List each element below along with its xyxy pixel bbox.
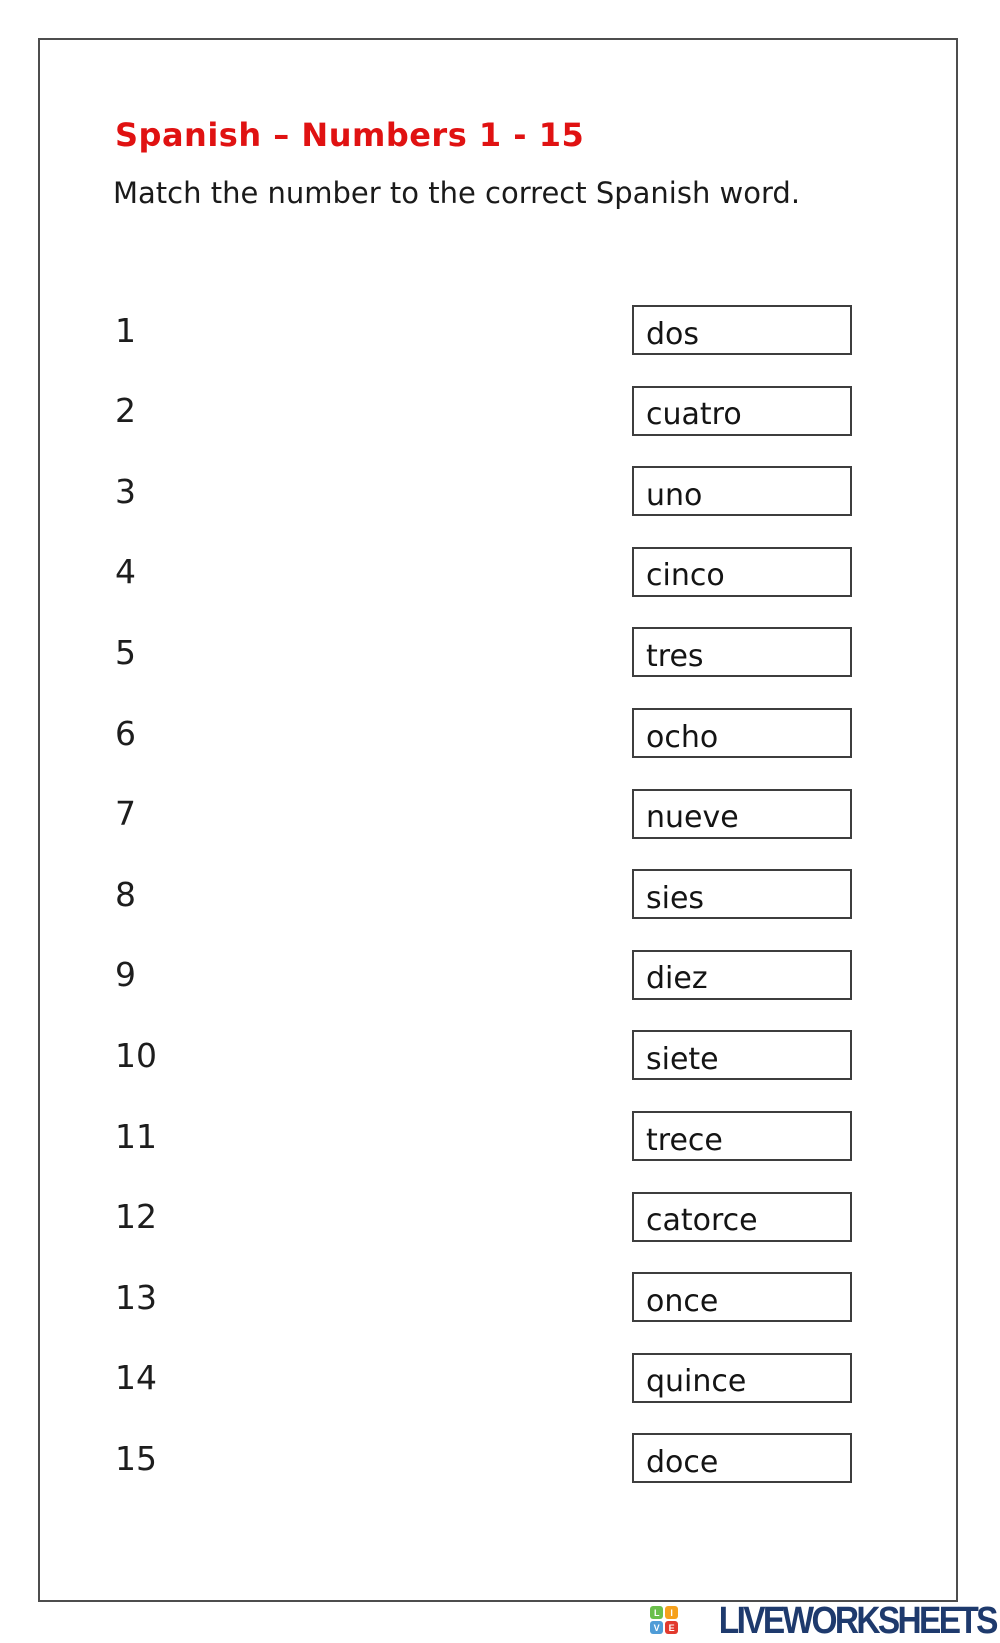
number-label: 13	[115, 1277, 157, 1317]
word-label: dos	[646, 316, 700, 352]
word-label: nueve	[646, 800, 739, 836]
word-box[interactable]	[632, 466, 852, 516]
logo-tile-e: E	[665, 1621, 678, 1634]
number-label: 11	[115, 1116, 157, 1156]
liveworksheets-tiles-icon	[650, 1606, 678, 1634]
word-label: doce	[646, 1444, 719, 1480]
word-label: quince	[646, 1364, 747, 1400]
number-label: 9	[115, 955, 136, 995]
match-row	[0, 1030, 1000, 1080]
logo-tile-l: L	[650, 1606, 663, 1619]
match-row	[0, 708, 1000, 758]
match-row	[0, 789, 1000, 839]
word-label: catorce	[646, 1203, 758, 1239]
worksheet-instructions: Match the number to the correct Spanish word.	[113, 176, 801, 210]
match-row	[0, 305, 1000, 355]
word-box[interactable]	[632, 547, 852, 597]
word-box[interactable]	[632, 789, 852, 839]
match-row	[0, 1111, 1000, 1161]
word-label: once	[646, 1283, 719, 1319]
match-row	[0, 1353, 1000, 1403]
liveworksheets-wordmark: LIVEWORKSHEETS	[718, 1599, 996, 1642]
word-label: siete	[646, 1041, 719, 1077]
word-box[interactable]	[632, 386, 852, 436]
number-label: 1	[115, 310, 136, 350]
match-row	[0, 1272, 1000, 1322]
word-label: trece	[646, 1122, 723, 1158]
word-label: sies	[646, 880, 705, 916]
worksheet-title: Spanish – Numbers 1 - 15	[115, 116, 585, 154]
logo-tile-v: V	[650, 1621, 663, 1634]
match-row	[0, 1433, 1000, 1483]
word-box[interactable]	[632, 627, 852, 677]
word-box[interactable]	[632, 1353, 852, 1403]
number-label: 8	[115, 874, 136, 914]
word-label: ocho	[646, 719, 719, 755]
number-label: 14	[115, 1358, 157, 1398]
logo-tile-i: I	[665, 1606, 678, 1619]
number-label: 10	[115, 1035, 157, 1075]
word-label: cuatro	[646, 397, 742, 433]
word-label: diez	[646, 961, 708, 997]
word-box[interactable]	[632, 1030, 852, 1080]
word-box[interactable]	[632, 1433, 852, 1483]
word-label: uno	[646, 477, 703, 513]
number-label: 12	[115, 1197, 157, 1237]
match-row	[0, 869, 1000, 919]
number-label: 3	[115, 471, 136, 511]
number-label: 15	[115, 1438, 157, 1478]
number-label: 6	[115, 713, 136, 753]
number-label: 4	[115, 552, 136, 592]
match-row	[0, 1192, 1000, 1242]
match-row	[0, 627, 1000, 677]
word-box[interactable]	[632, 950, 852, 1000]
word-box[interactable]	[632, 708, 852, 758]
match-row	[0, 547, 1000, 597]
word-label: tres	[646, 638, 704, 674]
number-label: 2	[115, 391, 136, 431]
word-box[interactable]	[632, 1111, 852, 1161]
word-box[interactable]	[632, 1272, 852, 1322]
word-box[interactable]	[632, 305, 852, 355]
liveworksheets-logo[interactable]	[650, 1600, 996, 1642]
word-box[interactable]	[632, 1192, 852, 1242]
number-label: 7	[115, 794, 136, 834]
word-label: cinco	[646, 558, 725, 594]
match-row	[0, 466, 1000, 516]
match-row	[0, 386, 1000, 436]
word-box[interactable]	[632, 869, 852, 919]
number-label: 5	[115, 632, 136, 672]
match-row	[0, 950, 1000, 1000]
